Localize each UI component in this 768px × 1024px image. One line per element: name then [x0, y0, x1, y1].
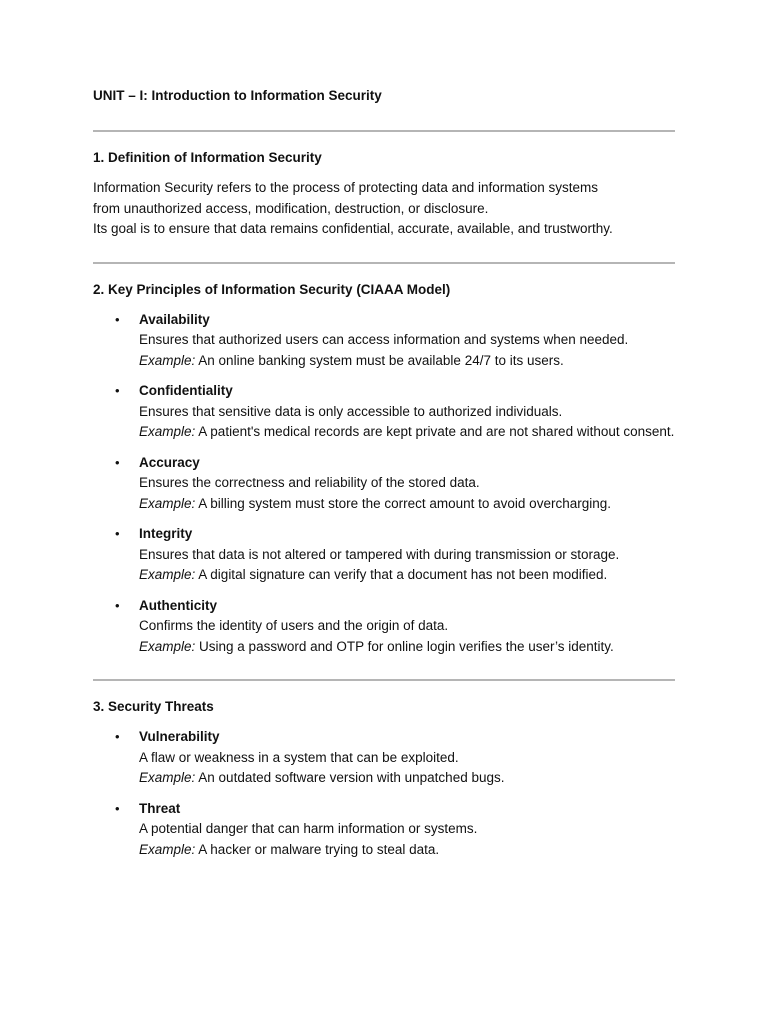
- bullet-icon: •: [115, 454, 120, 470]
- item-example: [139, 768, 675, 789]
- example-text: A billing system must store the correct amount to avoid overcharging.: [195, 495, 611, 511]
- bullet-icon: •: [115, 800, 120, 816]
- item-example: [139, 840, 675, 861]
- example-label: Example:: [139, 841, 196, 857]
- item-example: [139, 565, 675, 586]
- paragraph-line: from unauthorized access, modification, destruction, or disclosure.: [93, 200, 489, 216]
- section-3-heading: 3. Security Threats: [93, 699, 214, 714]
- paragraph-line: Information Security refers to the process of protecting data and information systems: [93, 180, 598, 195]
- item-title: Threat: [139, 800, 181, 816]
- list-item: [93, 453, 675, 515]
- item-description: Ensures that authorized users can access information and systems when needed.: [139, 332, 629, 347]
- item-title: Authenticity: [139, 597, 218, 613]
- bullet-icon: •: [115, 311, 120, 327]
- example-text: Using a password and OTP for online login verifies the user’s identity.: [195, 638, 614, 654]
- example-label: Example:: [139, 567, 196, 582]
- item-description: A potential danger that can harm information or systems.: [139, 821, 478, 836]
- section-2-heading: 2. Key Principles of Information Security (CIAAA Model): [93, 281, 451, 297]
- item-example: [139, 351, 675, 372]
- item-description: Ensures the correctness and reliability of the stored data.: [139, 475, 480, 490]
- item-example: [139, 494, 675, 515]
- bullet-icon: •: [115, 383, 120, 398]
- example-text: A hacker or malware trying to steal data.: [195, 841, 440, 857]
- list-item: [93, 596, 675, 658]
- bullet-icon: •: [115, 729, 120, 744]
- bullet-icon: •: [115, 597, 120, 613]
- item-title: Availability: [139, 311, 210, 327]
- section-1-paragraph: [93, 178, 675, 240]
- item-description: Confirms the identity of users and the origin of data.: [139, 618, 449, 633]
- item-title: Confidentiality: [139, 383, 233, 398]
- item-example: [139, 422, 675, 443]
- example-label: Example:: [139, 638, 196, 654]
- list-item: [93, 727, 675, 789]
- divider: [93, 262, 675, 264]
- example-label: Example:: [139, 352, 196, 368]
- example-text: A digital signature can verify that a document has not been modified.: [195, 567, 608, 582]
- list-item: [93, 524, 675, 586]
- item-title: Integrity: [139, 526, 193, 541]
- item-description: A flaw or weakness in a system that can be exploited.: [139, 749, 459, 765]
- item-description: Ensures that sensitive data is only accessible to authorized individuals.: [139, 403, 563, 419]
- example-text: An outdated software version with unpatched bugs.: [195, 770, 505, 785]
- divider: [93, 130, 675, 132]
- example-label: Example:: [139, 770, 196, 785]
- list-item: [93, 799, 675, 861]
- principles-list: [93, 310, 675, 658]
- list-item: [93, 381, 675, 443]
- bullet-icon: •: [115, 526, 120, 541]
- item-title: Accuracy: [139, 454, 200, 470]
- example-label: Example:: [139, 424, 196, 439]
- item-title: Vulnerability: [139, 729, 220, 744]
- list-item: [93, 310, 675, 372]
- divider: [93, 679, 675, 681]
- item-description: Ensures that data is not altered or tampered with during transmission or storage.: [139, 546, 620, 562]
- item-example: [139, 637, 675, 658]
- unit-title: UNIT – I: Introduction to Information Security: [93, 88, 382, 103]
- example-text: A patient's medical records are kept private and are not shared without consent.: [195, 424, 675, 439]
- example-label: Example:: [139, 495, 196, 511]
- section-1-heading: 1. Definition of Information Security: [93, 150, 322, 165]
- threats-list: [93, 727, 675, 860]
- example-text: An online banking system must be available 24/7 to its users.: [195, 352, 564, 368]
- paragraph-line: Its goal is to ensure that data remains confidential, accurate, available, and trustworthy.: [93, 221, 613, 236]
